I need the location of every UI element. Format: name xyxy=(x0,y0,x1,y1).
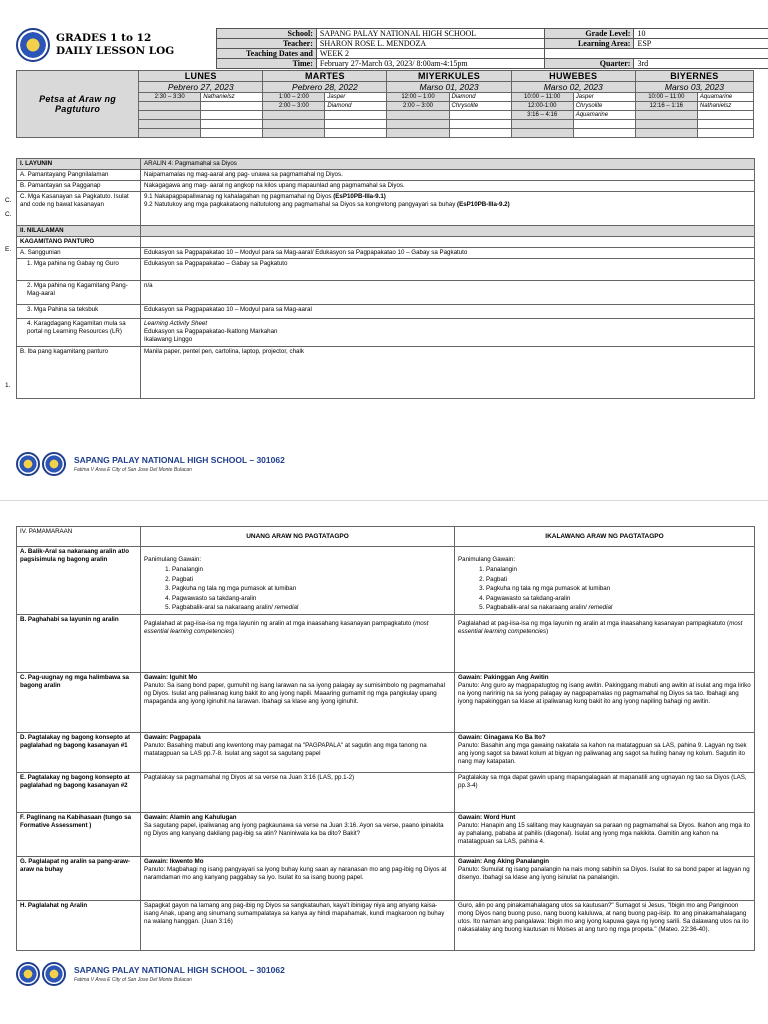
info-table xyxy=(216,28,768,69)
schedule-time xyxy=(139,120,201,129)
day-date: Marso 01, 2023 xyxy=(387,82,511,93)
schedule-time: 3:16 – 4:16 xyxy=(511,111,573,120)
schedule-time: 2:30 – 3:30 xyxy=(139,93,201,102)
intro-1: Panimulang Gawain: xyxy=(144,556,202,563)
day-date: Marso 02, 2023 xyxy=(511,82,635,93)
activity-title: Gawain: Ginagawa Ko Ba Ito? xyxy=(458,733,546,741)
footer-address: Fatima V Area E City of San Jose Del Monte Bulacan xyxy=(74,467,192,473)
footer-address: Fatima V Area E City of San Jose Del Monte Bulacan xyxy=(74,977,192,983)
step-item: 1. Panalangin xyxy=(172,565,451,575)
steps-day2 xyxy=(458,565,751,613)
pamantayang-text: Naipamamalas ng mag-aaral ang pag- unawa sa pagmamahal ng Diyos. xyxy=(141,170,755,181)
schedule-section xyxy=(201,129,263,138)
pamamaraan-heading: IV. PAMAMARAAN xyxy=(17,527,141,547)
activity-text: Panuto: Magbahagi ng isang pangyayari sa iyong buhay kung saan ay naranasan mo ang pag-ibig ng Diyos at naramdaman mo ang kanyang paggabay sa iyo. Isulat ito sa isang buong papel. xyxy=(144,865,447,881)
procedure-table: IV. PAMAMARAAN UNANG ARAW NG PAGTATAGPO IKALAWANG ARAW NG PAGTATAGPO A. Balik-Aral sa nakaraang aralin at/o pagsisimula ng bagong aralin Panimulang Gawain: 1. Panalangin 2. Pagbati 3. Pagkuha ng tala ng mga pumasok at lumiban 4. Pagwawasto sa takdang-aralin 5. Pagbabalik-aral sa nakaraang aralin/ remedial Panimulang Gawain: 1. Panalangin 2. Pagbati 3. Pagkuha ng tala ng mga pumasok at lumiban 4. Pagwawasto sa takdang-aralin 5. Pagbabalik-aral sa nakaraang aralin/ remedial B. Paghahabi sa layunin ng aralin Paglalahad at pag-iisa-isa ng mga layunin ng aralin at mga inaasahang kasanayan pampagkatuto (most essential learning competencies) Paglalahad at pag-iisa-isa ng mga layunin ng aralin at mga inaasahang kasanayan pampagkatuto (most essential learning competencies) C. Pag-uugnay ng mga halimbawa sa bagong aralin Gawain: Iguhit Mo Panuto: Sa isang bond paper, gumuhit ng isang larawan na sa iyong palagay ay sumisimbolo ng pagmamahal ng Diyos. Isulat ang paliwanag kung bakit ito ang iyong napili. Maaaring gumamit ng mga pangkulay upang mapaganda ang iyong iginuhit na larawan. Ibahagi sa klase ang iyong iginuhit. Gawain: Pakinggan Ang Awitin Panuto: Ang guro ay magpapatugtog ng isang awitin. Pakinggang mabuti ang awitin at isulat ang mga liriko na iyong naririnig na sa iyong palagay ay nagpapamalas ng pagmamahal ng Diyos sa tao. Ibahagi ang iyong napakinggan sa klase at ipaliwanag kung bakit ito ang iyong napiling bahagi ng awitin. D. Pagtalakay ng bagong konsepto at paglalahad ng bagong kasanayan #1 Gawain: Pagpapala Panuto: Basahing mabuti ang kwentong may pamagat na "PAGPAPALA" at sagutin ang mga tanong na matatagpuan sa LAS pp.7-8. Isulat ang sagot sa sagutang papel Gawain: Ginagawa Ko Ba Ito? Panuto: Basahin ang mga gawaing nakatala sa kahon na matatagpuan sa LAS, pahina 9. Lagyan ng tsek ang iyong sagot sa bawat kolum at bigyan ng paliwanag ang sagot sa huling hanay ng kolum. Sagutin ito nang may katapatan. E. Pagtalakay ng bagong konsepto at paglalahad ng bagong kasanayan #2 Pagtalakay sa pagmamahal ng Diyos at sa verse na Juan 3:16 (LAS, pp.1-2) Pagtalakay sa mga dapat gawin upang mapangalagaan at mapanatili ang ugnayan ng tao sa Diyos (LAS, pp.3-4) F. Paglinang na Kabihasaan (tungo sa Formative Assessment ) Gawain: Alamin ang Kahulugan Sa sagutang papel, ipaliwanag ang iyong pagkaunawa sa verse na Juan 3:16. Ayon sa verse, paano ipinakita ng Diyos ang kanyang dakilang pag-ibig sa atin? Naniniwala ka ba dito? Bakit? Gawain: Word Hunt Panuto: Hanapin ang 15 salitang may kaugnayan sa paraan ng pagmamahal sa Diyos. Ikahon ang mga ito ay pahalang, pababa at pahilis (diagonal). Isulat ang iyong mga nakikita. Gamitin ang kahon na matatagpuan sa LAS, pahina 4. G. Paglalapat ng aralin sa pang-araw-araw na buhay Gawain: Ikwento Mo Panuto: Magbahagi ng isang pangyayari sa iyong buhay kung saan ay naranasan mo ang pag-ibig ng Diyos at naramdaman mo ang kanyang paggabay sa iyo. Isulat ito sa isang buong papel. Gawain: Ang Aking Panalangin Panuto: Sumulat ng isang panalangin na nais mong sabihin sa Diyos. Isulat ito sa bond paper at lagyan ng disenyo. Ibahagi sa klase ang iyong isinulat na panalangin. H. Paglalahat ng Aralin Sapagkat gayon na lamang ang pag-ibig ng Diyos sa sangkatauhan, kaya't ibinigay niya ang anyang kaisa-isang Anak, upang ang sinumang sumampalataya sa kanya ay hindi mapahamak, kundi magkaroon ng buhay na walang hanggan. (Juan 3:16) Guro, alin po ang pinakamahalagang utos sa kautusan?" Sumagot si Jesus, "Ibigin mo ang Panginoon mong Diyos nang buong puso, nang buong kaluluwa, at nang buong pag-iisip. Ito ang pinakamahalagang utos. Ito naman ang pangalawa: Ibigin mo ang iyong kapuwa gaya ng iyong sarili. Sa dalawang utos na ito nakasalalay ang buong kautusan ni Moises at ang turo ng mga propeta." (Mateo. 22:36-40). xyxy=(16,526,755,951)
document-title xyxy=(56,32,174,58)
schedule-section xyxy=(201,111,263,120)
dates-value: WEEK 2 xyxy=(316,49,544,59)
schedule-time: 12:16 – 1:16 xyxy=(635,102,697,111)
schedule-time xyxy=(139,129,201,138)
school-label: School: xyxy=(217,29,317,39)
schedule-section: Jasper xyxy=(573,93,635,102)
margin-mark-e: E. xyxy=(5,246,12,253)
activity-title: Gawain: Pagpapala xyxy=(144,733,201,741)
activity-text: Panuto: Sa isang bond paper, gumuhit ng isang larawan na sa iyong palagay ay sumisimbolo ng pagmamahal ng Diyos. Isulat ang paliwanag kung bakit ito ang iyong napili. Maaaring gumamit ng mga pangkulay upang mapaganda ang iyong iginuhit na larawan. Ibahagi sa klase ang iyong iginuhit. xyxy=(144,681,445,705)
schedule-section: Chrysolite xyxy=(449,102,511,111)
schedule-time: 12:00 – 1:00 xyxy=(387,93,449,102)
deped-seal-icon xyxy=(16,452,40,476)
footer-2 xyxy=(16,962,416,988)
schedule-time xyxy=(263,111,325,120)
activity-title: Gawain: Iguhit Mo xyxy=(144,673,198,681)
pagtalakay2-label: E. Pagtalakay ng bagong konsepto at paglalahad ng bagong kasanayan #2 xyxy=(17,772,141,812)
kasanayan-label: C. Mga Kasanayan sa Pagkatuto. Isulat and code ng bawat kasanayan xyxy=(17,192,141,226)
teksbuk-text: Edukasyon sa Pagpapakatao 10 – Modyul para sa Mag-aaral xyxy=(141,305,755,319)
step-item: 3. Pagkuha ng tala ng mga pumasok at lumiban xyxy=(172,584,451,594)
day-date: Pebrero 27, 2023 xyxy=(139,82,263,93)
grade-label: Grade Level: xyxy=(544,29,634,39)
activity-title: Gawain: Alamin ang Kahulugan xyxy=(144,813,237,821)
paglalapat-label: G. Paglalapat ng aralin sa pang-araw-araw na buhay xyxy=(17,856,141,900)
paglalahat-label: H. Paglalahat ng Aralin xyxy=(17,900,141,950)
schedule-section xyxy=(697,129,753,138)
intro-2: Panimulang Gawain: xyxy=(458,556,516,563)
col-day2: IKALAWANG ARAW NG PAGTATAGPO xyxy=(455,527,755,547)
margin-mark-1: 1. xyxy=(5,382,11,389)
objectives-table xyxy=(16,158,755,399)
schedule-time: 2:00 – 3:00 xyxy=(387,102,449,111)
schedule-time xyxy=(635,129,697,138)
pag-uugnay-label: C. Pag-uugnay ng mga halimbawa sa bagong aralin xyxy=(17,672,141,732)
kagamitan-heading: KAGAMITANG PANTURO xyxy=(17,237,141,248)
step-item: 3. Pagkuha ng tala ng mga pumasok at lumiban xyxy=(486,584,751,594)
header xyxy=(16,28,754,68)
kagamitang-label: 2. Mga pahina ng Kagamitang Pang-Mag-aaral xyxy=(17,281,141,305)
schedule-time: 1:00 – 2:00 xyxy=(263,93,325,102)
time-value: February 27-March 03, 2023/ 8:00am-4:15pm xyxy=(316,59,544,69)
pagtalakay1-label: D. Pagtalakay ng bagong konsepto at paglalahad ng bagong kasanayan #1 xyxy=(17,732,141,772)
schedule-section: Diamond xyxy=(325,102,387,111)
generalization-text: Sapagkat gayon na lamang ang pag-ibig ng Diyos sa sangkatauhan, kaya't ibinigay niya ang anyang kaisa-isang Anak, upang ang sinumang sumampalataya sa kanya ay hindi mapahamak, kundi magkaroon ng buhay na walang hanggan. (Juan 3:16) xyxy=(141,900,455,950)
margin-mark-c1: C. xyxy=(5,197,12,204)
karagdagang-3: Ikalawang Linggo xyxy=(144,336,193,343)
step-item: 1. Panalangin xyxy=(486,565,751,575)
schedule-section xyxy=(573,120,635,129)
schedule-section xyxy=(573,129,635,138)
pamantayang-label: A. Pamantayang Pangnilalaman xyxy=(17,170,141,181)
schedule-section: Diamond xyxy=(449,93,511,102)
discussion-text: Pagtalakay sa mga dapat gawin upang mapangalagaan at mapanatili ang ugnayan ng tao sa Diyos (LAS, pp.3-4) xyxy=(455,772,755,812)
activity-text: Panuto: Basahing mabuti ang kwentong may pamagat na "PAGPAPALA" at sagutin ang mga tanong na matatagpuan sa LAS pp.7-8. Isulat ang sagot sa sagutang papel xyxy=(144,741,427,757)
schedule-section: Nathanielsz xyxy=(201,93,263,102)
kasanayan-1-code: (EsP10PB-IIIa-9.1) xyxy=(333,193,386,200)
schedule-time: 10:00 – 11:00 xyxy=(635,93,697,102)
day-date: Pebrero 28, 2022 xyxy=(263,82,387,93)
activity-text: Panuto: Basahin ang mga gawaing nakatala sa kahon na matatagpuan sa LAS, pahina 9. Lagyan ng tsek ang iyong sagot sa bawat kolum at bigyan ng paliwanag ang sagot sa huling hanay ng kolum. Sagutin ito nang may katapatan. xyxy=(458,741,747,765)
step-item: 4. Pagwawasto sa takdang-aralin xyxy=(172,594,451,604)
step-item: 4. Pagwawasto sa takdang-aralin xyxy=(486,594,751,604)
schedule-section xyxy=(201,102,263,111)
balik-aral-label: A. Balik-Aral sa nakaraang aralin at/o pagsisimula ng bagong aralin xyxy=(17,547,141,615)
date-side-label: Petsa at Araw ng Pagtuturo xyxy=(17,71,139,138)
karagdagang-label: 4. Karagdagang Kagamitan mula sa portal ng Learning Resources (LR) xyxy=(17,319,141,347)
schedule-section xyxy=(449,111,511,120)
kagamitang-text: n/a xyxy=(141,281,755,305)
schedule-section: Aquamarine xyxy=(697,93,753,102)
day-name: LUNES xyxy=(139,71,263,82)
layunin-heading: I. LAYUNIN xyxy=(17,159,141,170)
footer-1 xyxy=(16,452,416,478)
dates-label: Teaching Dates and xyxy=(217,49,317,59)
schedule-time xyxy=(511,120,573,129)
schedule-section xyxy=(449,129,511,138)
activity-text: Panuto: Sumulat ng isang panalangin na nais mong sabihin sa Diyos. Isulat ito sa bond paper at lagyan ng disenyo. Ibahagi sa klase ang iyong isinulat na panalangin. xyxy=(458,865,750,881)
schedule-time xyxy=(263,129,325,138)
step-item: 2. Pagbati xyxy=(486,575,751,585)
activity-text: Sa sagutang papel, ipaliwanag ang iyong pagkaunawa sa verse na Juan 3:16. Ayon sa verse, paano ipinakita ng Diyos ang kanyang dakilang pag-ibig sa atin? Naniniwala ka ba dito? Bakit? xyxy=(144,821,444,837)
schedule-time xyxy=(635,120,697,129)
school-seal-icon xyxy=(42,962,66,986)
schedule-section xyxy=(449,120,511,129)
margin-mark-c2: C. xyxy=(5,211,12,218)
schedule-time xyxy=(387,129,449,138)
schedule-section: Aquamarine xyxy=(573,111,635,120)
activity-title: Gawain: Pakinggan Ang Awitin xyxy=(458,673,549,681)
activity-text: Panuto: Hanapin ang 15 salitang may kaugnayan sa paraan ng pagmamahal sa Diyos. Ikahon ang mga ito ay pahalang, pababa at pahilis (diagonal). Isulat ang iyong mga nakikita. Gamitin ang kahon na matatagpuan sa LAS, pahina 4. xyxy=(458,821,751,845)
schedule-section: Chrysolite xyxy=(573,102,635,111)
gabay-text: Edukasyon sa Pagpapakatao – Gabay sa Pagkatuto xyxy=(141,259,755,281)
quarter-value: 3rd xyxy=(634,59,768,69)
day-name: HUWEBES xyxy=(511,71,635,82)
schedule-section xyxy=(325,129,387,138)
area-value: ESP xyxy=(634,39,768,49)
day-name: BIYERNES xyxy=(635,71,753,82)
footer-school: SAPANG PALAY NATIONAL HIGH SCHOOL – 301062 xyxy=(74,455,285,465)
schedule-time xyxy=(139,102,201,111)
page-separator xyxy=(0,500,768,522)
activity-title: Gawain: Word Hunt xyxy=(458,813,516,821)
teacher-label: Teacher: xyxy=(217,39,317,49)
schedule-time: 2:00 – 3:00 xyxy=(263,102,325,111)
page-1 xyxy=(0,0,768,500)
col-day1: UNANG ARAW NG PAGTATAGPO xyxy=(141,527,455,547)
day-name: MIYERKULES xyxy=(387,71,511,82)
time-label: Time: xyxy=(217,59,317,69)
schedule-time xyxy=(511,129,573,138)
schedule-time: 10:00 – 11:00 xyxy=(511,93,573,102)
sanggunian-text: Edukasyon sa Pagpapakatao 10 – Modyul para sa Mag-aaral/ Edukasyon sa Pagpapakatao 10 – Gabay sa Pagkatuto xyxy=(141,248,755,259)
school-value: SAPANG PALAY NATIONAL HIGH SCHOOL xyxy=(316,29,544,39)
schedule-time xyxy=(387,111,449,120)
quarter-label: Quarter: xyxy=(544,59,634,69)
school-seal-icon xyxy=(42,452,66,476)
steps-day1 xyxy=(144,565,451,613)
teacher-value: SHARON ROSE L. MENDOZA xyxy=(316,39,544,49)
karagdagang-1: Learning Activity Sheet xyxy=(144,320,208,327)
karagdagang-2: Edukasyon sa Pagpapakatao-Ikatlong Markahan xyxy=(144,328,278,335)
title-line-2: DAILY LESSON LOG xyxy=(56,45,175,57)
kasanayan-1: 9.1 Nakapagpapaliwanag ng kahalagahan ng pagmamahal ng Diyos xyxy=(144,193,332,200)
iba-text: Manila paper, pentel pen, cartolina, laptop, projector, chalk xyxy=(141,347,755,399)
schedule-time xyxy=(139,111,201,120)
schedule-section: Jasper xyxy=(325,93,387,102)
schedule-time xyxy=(263,120,325,129)
aralin-title: ARALIN 4: Pagmamahal sa Diyos xyxy=(141,159,755,170)
schedule-section: Nathanielsz xyxy=(697,102,753,111)
schedule-section xyxy=(201,120,263,129)
step-item: 5. Pagbabalik-aral sa nakaraang aralin/ remedial xyxy=(172,603,451,613)
gabay-label: 1. Mga pahina ng Gabay ng Guro xyxy=(17,259,141,281)
title-line-1: GRADES 1 to 12 xyxy=(56,32,152,44)
activity-text: Panuto: Ang guro ay magpapatugtog ng isang awitin. Pakinggang mabuti ang awitin at isulat ang mga liriko na iyong naririnig na sa iyong palagay ay nagpapamalas ng pagmamahal ng Diyos sa tao. Ibahagi ang iyong napakinggan sa klase at ipaliwanag kung bakit ito ang iyong napiling bahagi ng awitin. xyxy=(458,681,751,705)
activity-title: Gawain: Ang Aking Panalangin xyxy=(458,857,549,865)
iba-label: B. Iba pang kagamitang panturo xyxy=(17,347,141,399)
step-item: 5. Pagbabalik-aral sa nakaraang aralin/ remedial xyxy=(486,603,751,613)
schedule-section xyxy=(697,111,753,120)
paghahabi-label: B. Paghahabi sa layunin ng aralin xyxy=(17,614,141,672)
teksbuk-label: 3. Mga Pahina sa teksbuk xyxy=(17,305,141,319)
sanggunian-label: A. Sanggunian xyxy=(17,248,141,259)
schedule-section xyxy=(325,111,387,120)
generalization-text: Guro, alin po ang pinakamahalagang utos sa kautusan?" Sumagot si Jesus, "Ibigin mo ang Panginoon mong Diyos nang buong puso, nang buong kaluluwa, at nang buong pag-iisip. Ito ang pinakamahalagang utos. Ito naman ang pangalawa: Ibigin mo ang iyong kapuwa gaya ng iyong sarili. Sa dalawang utos na ito nakasalalay ang buong kautusan ni Moises at ang turo ng mga propeta." (Mateo. 22:36-40). xyxy=(455,900,755,950)
day-name: MARTES xyxy=(263,71,387,82)
footer-school: SAPANG PALAY NATIONAL HIGH SCHOOL – 301062 xyxy=(74,965,285,975)
schedule-section xyxy=(325,120,387,129)
schedule-time xyxy=(635,111,697,120)
pagganap-text: Nakagagawa ang mag- aaral ng angkop na kilos upang mapaunlad ang pagmamahal sa Diyos. xyxy=(141,181,755,192)
nilalaman-heading: II. NILALAMAN xyxy=(17,226,141,237)
kasanayan-2-code: (EsP10PB-IIIa-9.2) xyxy=(457,201,510,208)
grade-value: 10 xyxy=(634,29,768,39)
activity-title: Gawain: Ikwento Mo xyxy=(144,857,204,865)
pagganap-label: B. Pamantayan sa Pagganap xyxy=(17,181,141,192)
deped-seal-icon xyxy=(16,28,50,62)
paglinang-label: F. Paglinang na Kabihasaan (tungo sa Formative Assessment ) xyxy=(17,812,141,856)
step-item: 2. Pagbati xyxy=(172,575,451,585)
day-date: Marso 03, 2023 xyxy=(635,82,753,93)
deped-seal-icon xyxy=(16,962,40,986)
schedule-time: 12:00-1:00 xyxy=(511,102,573,111)
schedule-table xyxy=(16,70,754,138)
schedule-section xyxy=(697,120,753,129)
schedule-time xyxy=(387,120,449,129)
discussion-text: Pagtalakay sa pagmamahal ng Diyos at sa verse na Juan 3:16 (LAS, pp.1-2) xyxy=(141,772,455,812)
area-label: Learning Area: xyxy=(544,39,634,49)
kasanayan-2: 9.2 Natutukoy ang mga pagkakataong naitutulong ang pagmamahal sa Diyos sa kongretong pangyayari sa buhay xyxy=(144,201,456,208)
